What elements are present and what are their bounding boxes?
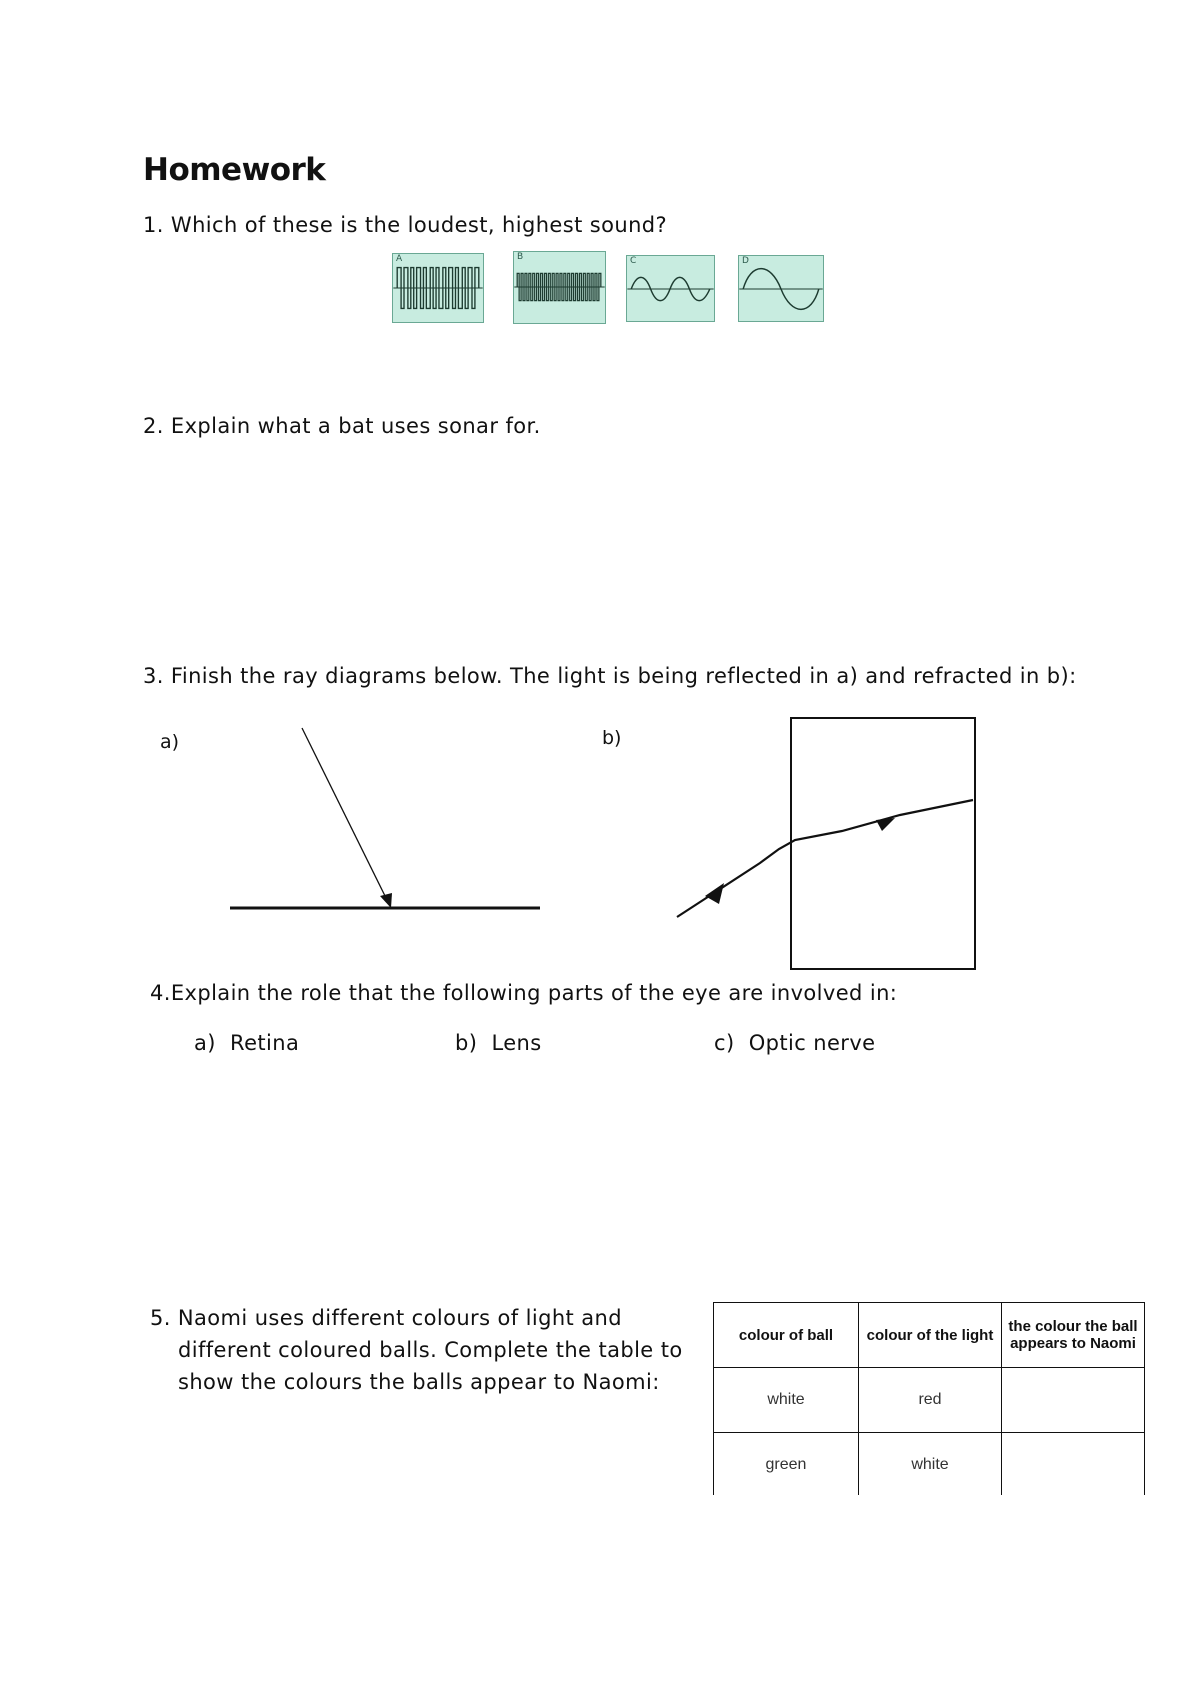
table-cell: red (859, 1368, 1002, 1433)
colour-table (713, 1302, 1145, 1495)
diagram-b-label: b) (602, 727, 622, 749)
glass-block (791, 718, 975, 969)
question-4-number: 4. (150, 981, 171, 1005)
eye-part-name: Optic nerve (748, 1031, 876, 1055)
table-header: colour of ball (714, 1303, 859, 1368)
diagram-a-label: a) (160, 731, 180, 753)
option-letter: D (742, 256, 749, 266)
colour-table-clip (705, 1295, 1145, 1495)
eye-part-name: Lens (491, 1031, 542, 1055)
arrow-head-icon (705, 883, 724, 904)
table-cell: white (859, 1433, 1002, 1496)
table-header: colour of the light (859, 1303, 1002, 1368)
table-cell: white (714, 1368, 859, 1433)
eye-part-a (194, 1031, 299, 1055)
incident-ray (302, 728, 388, 902)
question-5-line-2: different coloured balls. Complete the table to (178, 1338, 683, 1362)
refracted-ray (677, 800, 973, 917)
eye-part-name: Retina (230, 1031, 300, 1055)
reflection-diagram (230, 728, 540, 908)
table-row (714, 1368, 1145, 1433)
option-letter: A (396, 254, 403, 264)
answer-cell[interactable] (1002, 1368, 1145, 1433)
page-title: Homework (143, 152, 326, 188)
eye-part-c (714, 1031, 875, 1055)
arrow-head-icon (876, 818, 895, 831)
refraction-diagram (677, 718, 975, 969)
option-letter: B (517, 252, 524, 262)
question-5-line-1: 5. Naomi uses different colours of light and (150, 1306, 622, 1330)
table-row (714, 1433, 1145, 1496)
eye-part-letter: a) (194, 1031, 216, 1055)
question-4-text: Explain the role that the following parts of the eye are involved in: (170, 981, 898, 1005)
eye-part-letter: c) (714, 1031, 735, 1055)
question-3: 3. Finish the ray diagrams below. The light is being reflected in a) and refracted in b): (143, 664, 1077, 688)
option-letter: C (630, 256, 637, 266)
question-4 (150, 981, 897, 1005)
arrow-head-icon (380, 893, 392, 908)
table-cell: green (714, 1433, 859, 1496)
table-header: the colour the ball appears to Naomi (1002, 1303, 1145, 1368)
eye-part-b (455, 1031, 542, 1055)
eye-part-letter: b) (455, 1031, 478, 1055)
table-header-row (714, 1303, 1145, 1368)
question-2: 2. Explain what a bat uses sonar for. (143, 414, 541, 438)
question-5-line-3: show the colours the balls appear to Naomi: (178, 1370, 660, 1394)
question-1: 1. Which of these is the loudest, highest sound? (143, 213, 668, 237)
answer-cell[interactable] (1002, 1433, 1145, 1496)
